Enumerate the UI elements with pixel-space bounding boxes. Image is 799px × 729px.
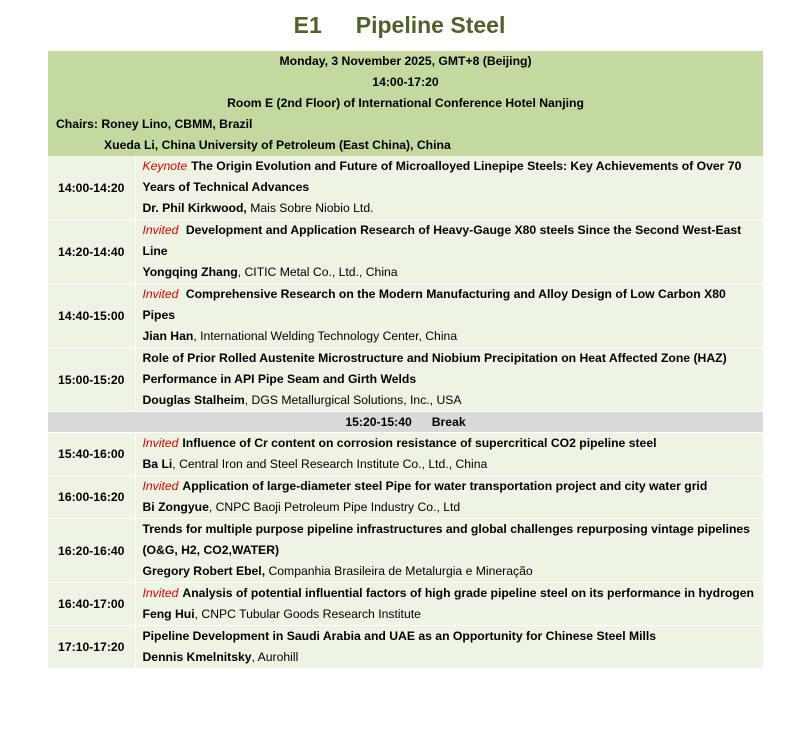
talk-row — [48, 476, 763, 519]
talk-title: Influence of Cr content on corrosion resistance of supercritical CO2 pipeline steel — [182, 436, 657, 450]
talk-row — [48, 583, 763, 626]
session-title — [0, 12, 799, 39]
talk-title: Application of large-diameter steel Pipe for water transportation project and city water grid — [182, 479, 708, 493]
talk-speaker: Douglas Stalheim — [142, 393, 245, 407]
talk-affiliation: , DGS Metallurgical Solutions, Inc., USA — [244, 393, 462, 407]
break-time: 15:20-15:40 — [345, 415, 412, 429]
talk-speaker: Bi Zongyue — [142, 500, 209, 514]
talk-affiliation: , Aurohill — [251, 650, 299, 664]
break-row — [48, 412, 763, 433]
session-date: Monday, 3 November 2025, GMT+8 (Beijing) — [48, 51, 763, 72]
talk-tag: Invited — [142, 479, 179, 493]
talk-speaker: Ba Li — [142, 457, 173, 471]
talk-title: Analysis of potential influential factors of high grade pipeline steel on its performance in hydrogen — [182, 586, 754, 600]
talk-time: 14:00-14:20 — [48, 156, 135, 220]
talk-time: 14:40-15:00 — [48, 284, 135, 348]
talk-time: 16:00-16:20 — [48, 476, 135, 519]
talk-affiliation: , International Welding Technology Center, China — [193, 329, 458, 343]
session-cochair: Xueda Li, China University of Petroleum (East China), China — [48, 135, 763, 156]
talk-speaker: Jian Han — [142, 329, 194, 343]
talk-title: Comprehensive Research on the Modern Manufacturing and Alloy Design of Low Carbon X80 Pipes — [142, 287, 726, 322]
talk-title: Trends for multiple purpose pipeline infrastructures and global challenges repurposing vintage pipelines (O&G, H2, CO2,WATER) — [142, 522, 750, 557]
talk-row — [48, 626, 763, 669]
talk-speaker: Feng Hui — [142, 607, 195, 621]
talk-affiliation: , CNPC Tubular Goods Research Institute — [194, 607, 421, 621]
talk-time: 17:10-17:20 — [48, 626, 135, 669]
talk-tag: Invited — [142, 223, 179, 237]
talk-affiliation: , Central Iron and Steel Research Institute Co., Ltd., China — [172, 457, 488, 471]
talk-row — [48, 348, 763, 412]
talk-affiliation: Mais Sobre Niobio Ltd. — [250, 201, 374, 215]
talk-speaker: Dr. Phil Kirkwood, — [142, 201, 247, 215]
talk-speaker: Dennis Kmelnitsky — [142, 650, 252, 664]
talk-tag: Invited — [142, 586, 179, 600]
talk-row — [48, 156, 763, 220]
session-chairs: Chairs: Roney Lino, CBMM, Brazil — [48, 114, 763, 135]
talk-tag: Invited — [142, 287, 179, 301]
talk-row — [48, 519, 763, 583]
talk-speaker: Gregory Robert Ebel, — [142, 564, 266, 578]
talk-title: Role of Prior Rolled Austenite Microstructure and Niobium Precipitation on Heat Affected Zone (HAZ) Performance in API Pipe Seam and Girth Welds — [142, 351, 727, 386]
talk-time: 14:20-14:40 — [48, 220, 135, 284]
break-label: Break — [431, 415, 466, 429]
session-room: Room E (2nd Floor) of International Conference Hotel Nanjing — [48, 93, 763, 114]
talk-title: Pipeline Development in Saudi Arabia and UAE as an Opportunity for Chinese Steel Mills — [142, 629, 657, 643]
talk-speaker: Yongqing Zhang — [142, 265, 238, 279]
session-time: 14:00-17:20 — [48, 72, 763, 93]
talk-affiliation: , CITIC Metal Co., Ltd., China — [237, 265, 398, 279]
talk-time: 16:40-17:00 — [48, 583, 135, 626]
talk-row — [48, 433, 763, 476]
talk-affiliation: , CNPC Baoji Petroleum Pipe Industry Co., Ltd — [208, 500, 461, 514]
talk-row — [48, 284, 763, 348]
talk-row — [48, 220, 763, 284]
talk-title: Development and Application Research of Heavy-Gauge X80 steels Since the Second West-East Line — [142, 223, 742, 258]
talk-time: 15:00-15:20 — [48, 348, 135, 412]
talk-tag: Keynote — [142, 159, 188, 173]
talk-time: 15:40-16:00 — [48, 433, 135, 476]
talk-affiliation: Companhia Brasileira de Metalurgia e Mineração — [268, 564, 533, 578]
talk-time: 16:20-16:40 — [48, 519, 135, 583]
talk-title: The Origin Evolution and Future of Microalloyed Linepipe Steels: Key Achievements of Over 70 Years of Technical Advances — [142, 159, 742, 194]
session-code: E1 — [293, 12, 322, 38]
session-name: Pipeline Steel — [355, 12, 506, 38]
talk-tag: Invited — [142, 436, 179, 450]
program-table — [48, 51, 763, 669]
